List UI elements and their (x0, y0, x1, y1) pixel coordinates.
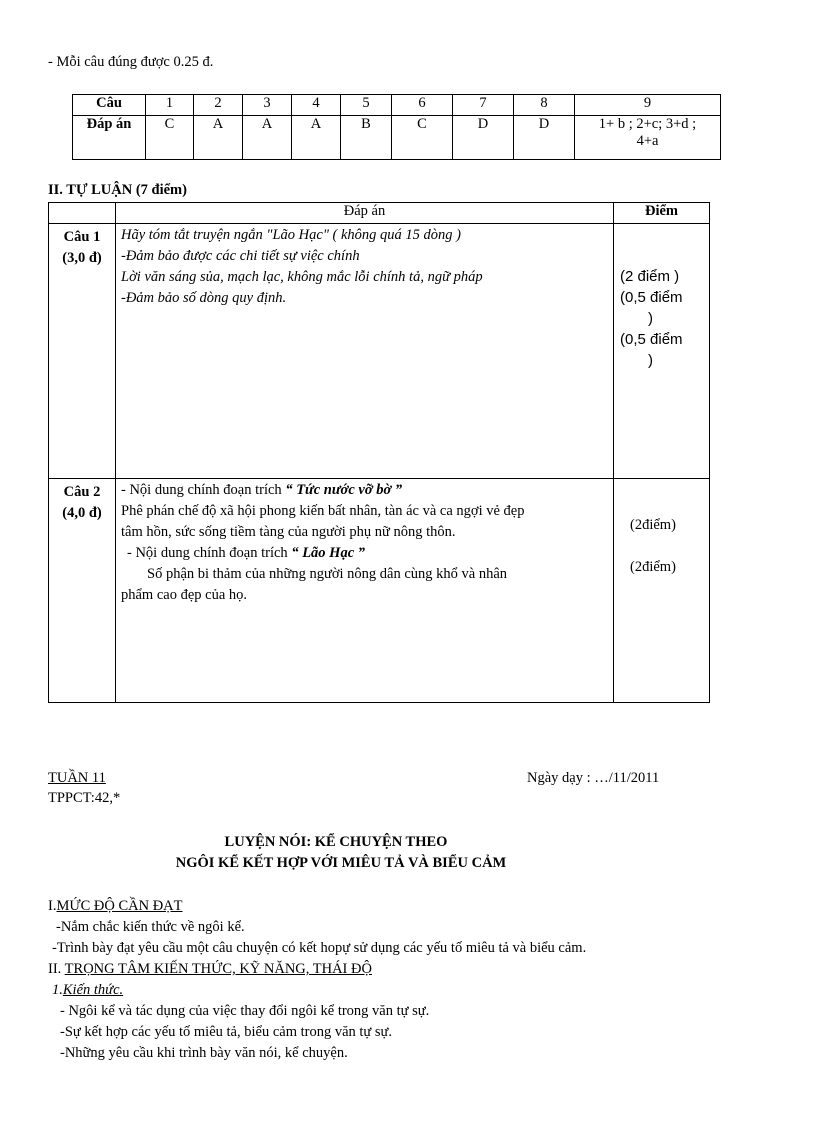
q1-score: (2 điểm ) (620, 268, 680, 285)
question-row (73, 95, 721, 116)
q1-answer-line: -Đảm bảo số dòng quy định. (121, 290, 287, 306)
q1-answer-line: -Đảm bảo được các chi tiết sự việc chính (121, 248, 360, 264)
lesson-title-line-1: LUYỆN NÓI: KỂ CHUYỆN THEO (224, 834, 448, 850)
section-i-prefix: I. (48, 898, 57, 914)
q2-answer-cell (116, 479, 614, 703)
answer-cell: B (341, 116, 392, 160)
answer-key-table (72, 94, 721, 160)
question-number: 6 (392, 95, 453, 116)
knowledge-item: -Những yêu cầu khi trình bày văn nói, kể chuyện. (60, 1045, 348, 1061)
subsection-knowledge-heading (52, 982, 123, 999)
subsection-prefix: 1. (52, 982, 63, 998)
q1-points: (3,0 đ) (62, 250, 102, 266)
answer-cell: D (453, 116, 514, 160)
answer-cell-9 (575, 116, 721, 160)
q1-answer-line: Hãy tóm tắt truyện ngắn "Lão Hạc" ( không quá 15 dòng ) (121, 227, 461, 243)
header-empty-cell (49, 203, 116, 224)
question-number: 2 (194, 95, 243, 116)
knowledge-item: -Sự kết hợp các yếu tố miêu tả, biểu cảm trong văn tự sự. (60, 1024, 393, 1040)
answer-cell: A (292, 116, 341, 160)
q1-score: ) (648, 352, 653, 369)
answer9-line: 4+a (636, 133, 659, 149)
answer-row (73, 116, 721, 160)
answer-cell: A (194, 116, 243, 160)
q1-answer-line: Lời văn sáng sủa, mạch lạc, không mắc lỗi chính tả, ngữ pháp (121, 269, 483, 285)
question-number: 8 (514, 95, 575, 116)
q2-score-cell (614, 479, 710, 703)
q2-score: (2điểm) (630, 559, 676, 575)
essay-row-q2 (49, 479, 710, 703)
q2-line-prefix: - Nội dung chính đoạn trích (127, 545, 292, 561)
q2-label: Câu 2 (63, 484, 101, 500)
question-number: 4 (292, 95, 341, 116)
section-ii-title: TRỌNG TÂM KIẾN THỨC, KỸ NĂNG, THÁI ĐỘ (64, 961, 372, 977)
q2-answer-line: Phê phán chế độ xã hội phong kiến bất nhân, tàn ác và ca ngợi vẻ đẹp (121, 503, 525, 519)
teaching-date: Ngày dạy : …/11/2011 (527, 770, 660, 786)
week-label: TUẦN 11 (48, 770, 106, 786)
q2-quote-lao-hac: “ Lão Hạc ” (291, 545, 366, 561)
essay-header-row (49, 203, 710, 224)
q2-line-prefix: - Nội dung chính đoạn trích (121, 482, 286, 498)
q1-score: ) (648, 310, 653, 327)
section-essay-title: II. TỰ LUẬN (7 điểm) (48, 182, 187, 198)
answer-cell: C (392, 116, 453, 160)
q2-answer-line: Số phận bi thảm của những người nông dân cùng khổ và nhân (147, 566, 508, 582)
row-label-answer: Đáp án (73, 116, 146, 160)
q2-answer-line (121, 543, 613, 564)
q2-points: (4,0 đ) (62, 505, 102, 521)
section-i-heading (48, 898, 183, 915)
q2-label-cell (49, 479, 116, 703)
question-number: 3 (243, 95, 292, 116)
q1-score: (0,5 điểm (620, 289, 683, 306)
section-i-title: MỨC ĐỘ CẦN ĐẠT (56, 898, 183, 914)
q2-score: (2điểm) (630, 517, 676, 533)
q1-label: Câu 1 (63, 229, 101, 245)
answer-cell: C (146, 116, 194, 160)
essay-row-q1 (49, 224, 710, 479)
q1-score-cell (614, 224, 710, 479)
essay-answer-table (48, 202, 710, 703)
section-ii-prefix: II. (48, 961, 62, 977)
answer9-line: 1+ b ; 2+c; 3+d ; (598, 116, 697, 132)
q1-label-cell (49, 224, 116, 479)
grading-note: - Mỗi câu đúng được 0.25 đ. (48, 54, 214, 70)
q2-answer-line: tâm hồn, sức sống tiềm tàng của người phụ nữ nông thôn. (121, 524, 456, 540)
q1-answer-cell (116, 224, 614, 479)
q2-answer-line: phẩm cao đẹp của họ. (121, 587, 248, 603)
ppct-label: TPPCT:42,* (48, 790, 121, 806)
q2-quote-tuc-nuoc: “ Tức nước vỡ bờ ” (285, 482, 403, 498)
question-number: 9 (575, 95, 721, 116)
lesson-title-line-2: NGÔI KỂ KẾT HỢP VỚI MIÊU TẢ VÀ BIỂU CẢM (175, 855, 507, 871)
row-label-question: Câu (73, 95, 146, 116)
knowledge-item: - Ngôi kể và tác dụng của việc thay đổi ngôi kể trong văn tự sự. (60, 1003, 430, 1019)
answer-cell: A (243, 116, 292, 160)
question-number: 7 (453, 95, 514, 116)
q2-answer-line (121, 480, 613, 501)
section-i-item: -Nắm chắc kiến thức về ngôi kể. (56, 919, 245, 935)
header-score: Điểm (614, 203, 710, 224)
subsection-title: Kiến thức. (62, 982, 124, 998)
answer-cell: D (514, 116, 575, 160)
question-number: 1 (146, 95, 194, 116)
section-ii-heading (48, 961, 372, 978)
header-answer: Đáp án (116, 203, 614, 224)
section-i-item: -Trình bày đạt yêu cầu một câu chuyện có kết hopự sử dụng các yếu tố miêu tả và biểu cảm. (52, 940, 587, 956)
question-number: 5 (341, 95, 392, 116)
q1-score: (0,5 điểm (620, 331, 683, 348)
